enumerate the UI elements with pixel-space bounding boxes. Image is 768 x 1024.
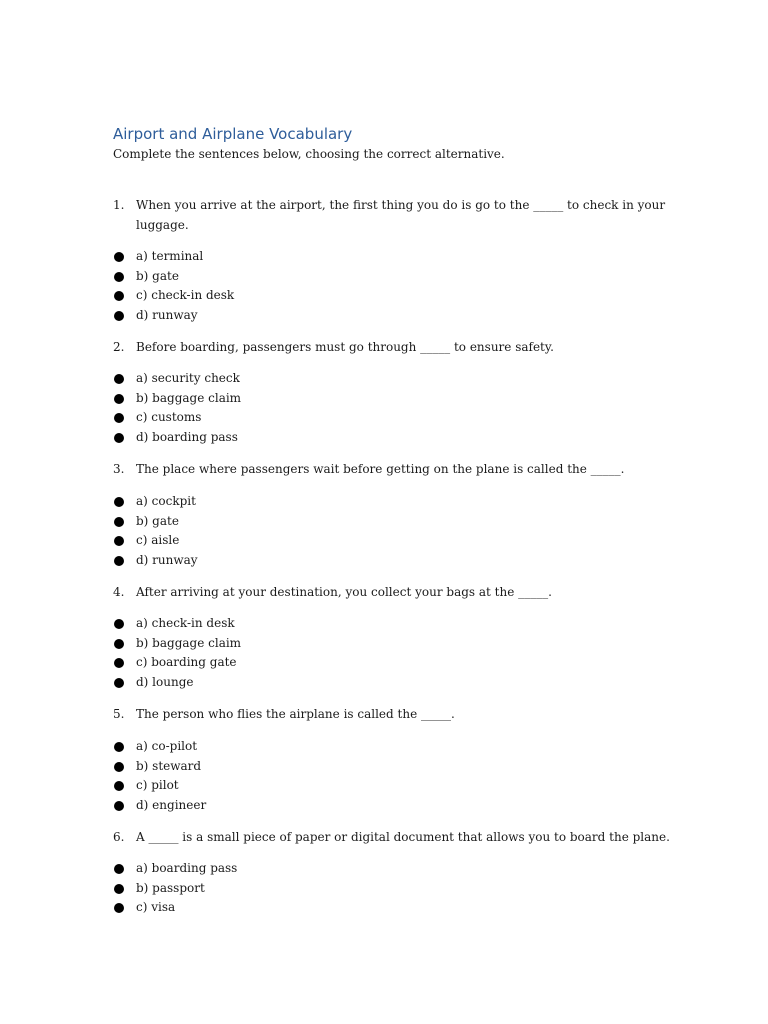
option-label: a) cockpit <box>136 494 196 508</box>
option-label: b) gate <box>136 268 179 283</box>
option-item <box>113 673 241 693</box>
option-label: c) visa <box>136 900 176 915</box>
bullet-icon <box>114 884 124 894</box>
option-label: c) aisle <box>136 533 180 548</box>
option-item <box>113 737 206 757</box>
instructions-text: Complete the sentences below, choosing the correct alternative. <box>113 147 505 161</box>
option-item <box>113 531 198 551</box>
option-label: a) terminal <box>136 249 204 263</box>
bullet-icon <box>114 903 124 913</box>
bullet-icon <box>114 291 124 301</box>
question-number: 3. <box>113 462 125 476</box>
question-5 <box>113 705 673 725</box>
option-label: b) passport <box>136 880 205 895</box>
option-label: d) boarding pass <box>136 429 238 444</box>
option-label: d) runway <box>136 552 198 567</box>
bullet-icon <box>114 556 124 566</box>
option-label: a) security check <box>136 371 240 385</box>
option-item <box>113 247 234 267</box>
option-item <box>113 757 206 777</box>
document-title: Airport and Airplane Vocabulary <box>113 125 353 143</box>
question-text: Before boarding, passengers must go through _____ to ensure safety. <box>136 340 554 354</box>
question-1 <box>113 196 673 235</box>
option-item <box>113 898 237 918</box>
option-item <box>113 879 237 899</box>
options-list-4 <box>113 614 241 692</box>
question-6 <box>113 828 673 848</box>
question-3 <box>113 460 673 480</box>
question-4 <box>113 583 673 603</box>
bullet-icon <box>114 272 124 282</box>
bullet-icon <box>114 311 124 321</box>
bullet-icon <box>114 678 124 688</box>
question-text: A _____ is a small piece of paper or digital document that allows you to board the plane. <box>136 830 670 844</box>
bullet-icon <box>114 639 124 649</box>
option-label: a) co-pilot <box>136 739 198 753</box>
question-number: 5. <box>113 707 125 721</box>
option-item <box>113 634 241 654</box>
option-item <box>113 551 198 571</box>
option-label: c) boarding gate <box>136 655 237 670</box>
option-item <box>113 512 198 532</box>
question-number: 4. <box>113 585 125 599</box>
options-list-6 <box>113 859 237 918</box>
option-item <box>113 286 234 306</box>
option-item <box>113 614 241 634</box>
bullet-icon <box>114 742 124 752</box>
bullet-icon <box>114 374 124 384</box>
option-label: c) check-in desk <box>136 288 235 303</box>
option-item <box>113 369 241 389</box>
option-label: b) steward <box>136 758 202 773</box>
option-item <box>113 389 241 409</box>
question-text: The person who flies the airplane is called the _____. <box>136 707 455 721</box>
question-text: After arriving at your destination, you collect your bags at the _____. <box>136 585 552 599</box>
option-item <box>113 796 206 816</box>
options-list-2 <box>113 369 241 447</box>
bullet-icon <box>114 762 124 772</box>
question-text: The place where passengers wait before getting on the plane is called the _____. <box>136 462 625 476</box>
bullet-icon <box>114 413 124 423</box>
option-label: c) customs <box>136 410 202 425</box>
option-item <box>113 492 198 512</box>
option-label: c) pilot <box>136 778 179 793</box>
option-label: d) runway <box>136 307 198 322</box>
bullet-icon <box>114 658 124 668</box>
option-label: a) check-in desk <box>136 616 235 630</box>
question-text: When you arrive at the airport, the first thing you do is go to the _____ to check in your luggage. <box>136 198 666 232</box>
bullet-icon <box>114 433 124 443</box>
bullet-icon <box>114 497 124 507</box>
bullet-icon <box>114 781 124 791</box>
option-label: b) baggage claim <box>136 635 242 650</box>
option-label: d) lounge <box>136 674 194 689</box>
options-list-3 <box>113 492 198 570</box>
bullet-icon <box>114 801 124 811</box>
options-list-5 <box>113 737 206 815</box>
option-label: d) engineer <box>136 797 207 812</box>
option-item <box>113 408 241 428</box>
option-item <box>113 267 234 287</box>
option-item <box>113 653 241 673</box>
option-item <box>113 859 237 879</box>
question-2 <box>113 338 673 358</box>
bullet-icon <box>114 864 124 874</box>
question-number: 1. <box>113 198 125 212</box>
option-label: b) baggage claim <box>136 390 242 405</box>
bullet-icon <box>114 536 124 546</box>
option-item <box>113 428 241 448</box>
option-item <box>113 776 206 796</box>
question-number: 2. <box>113 340 125 354</box>
option-label: b) gate <box>136 513 179 528</box>
bullet-icon <box>114 252 124 262</box>
question-number: 6. <box>113 830 125 844</box>
bullet-icon <box>114 517 124 527</box>
options-list-1 <box>113 247 234 325</box>
bullet-icon <box>114 619 124 629</box>
option-label: a) boarding pass <box>136 861 238 875</box>
option-item <box>113 306 234 326</box>
bullet-icon <box>114 394 124 404</box>
